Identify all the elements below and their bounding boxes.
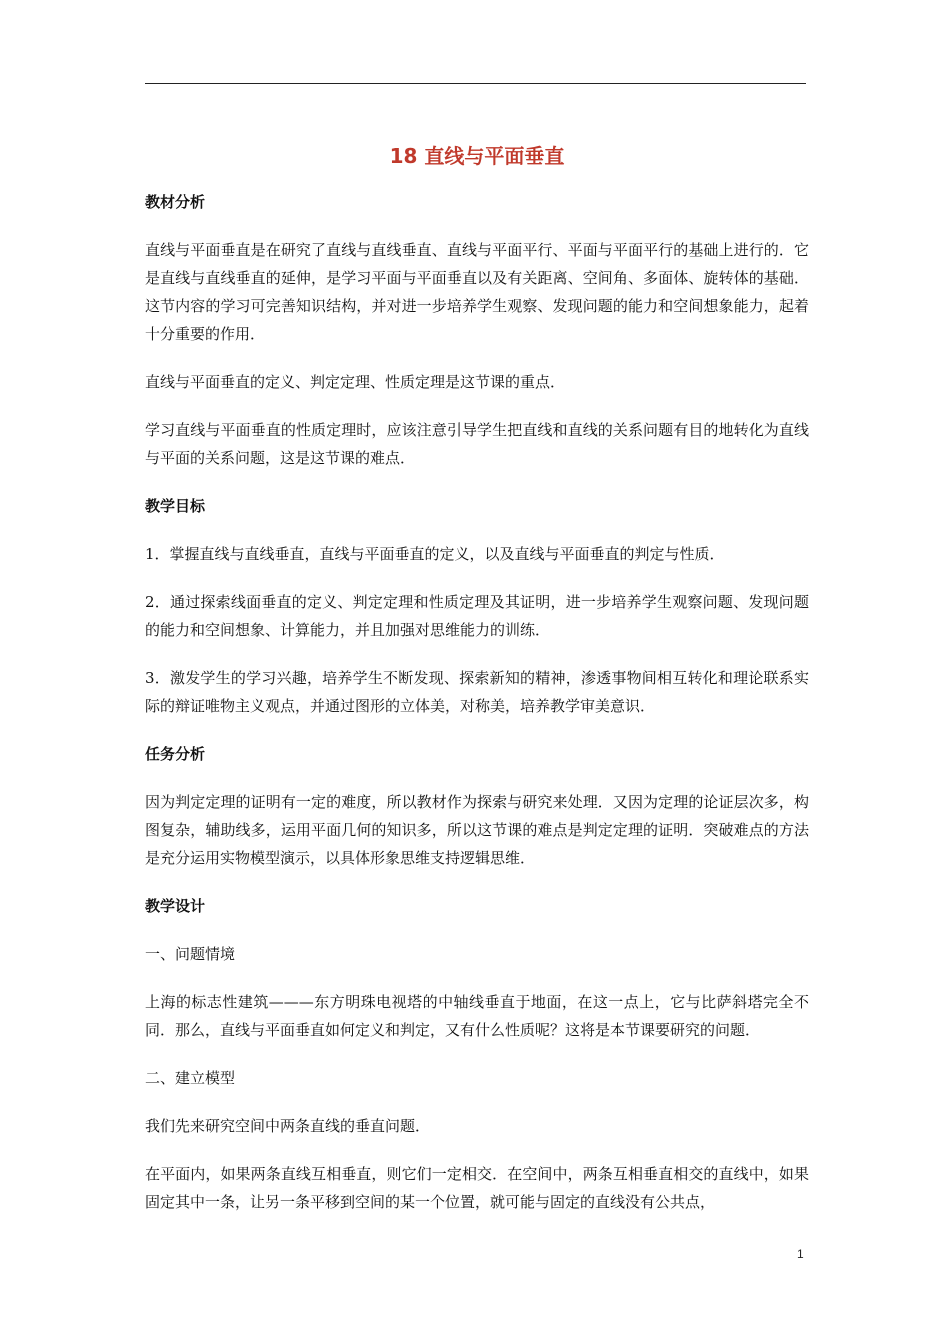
section-heading: 教学目标 [145,497,206,515]
paragraph: 学习直线与平面垂直的性质定理时，应该注意引导学生把直线和直线的关系问题有目的地转化为直线与平面的关系问题，这是这节课的难点． [145,421,809,467]
section-teaching-objectives [145,492,809,720]
paragraph: 上海的标志性建筑———东方明珠电视塔的中轴线垂直于地面，在这一点上，它与比萨斜塔完全不同．那么，直线与平面垂直如何定义和判定，又有什么性质呢？这将是本节课要研究的问题． [145,993,809,1039]
paragraph: 直线与平面垂直的定义、判定定理、性质定理是这节课的重点． [145,373,566,391]
paragraph: 在平面内，如果两条直线互相垂直，则它们一定相交．在空间中，两条互相垂直相交的直线中，如果固定其中一条，让另一条平移到空间的某一个位置，就可能与固定的直线没有公共点， [145,1165,809,1211]
section-heading: 教材分析 [145,193,206,211]
document-title: 18 直线与平面垂直 [389,144,565,168]
section-textbook-analysis [145,188,809,472]
objective-item: 1．掌握直线与直线垂直，直线与平面垂直的定义，以及直线与平面垂直的判定与性质． [145,545,725,563]
subheading: 二、建立模型 [145,1069,236,1087]
paragraph: 直线与平面垂直是在研究了直线与直线垂直、直线与平面平行、平面与平面平行的基础上进行的．它是直线与直线垂直的延伸，是学习平面与平面垂直以及有关距离、空间角、多面体、旋转体的基础．这节内容的学习可完善知识结构，并对进一步培养学生观察、发现问题的能力和空间想象能力，起着十分重要的作用． [145,241,809,343]
section-heading: 教学设计 [145,897,206,915]
header-rule [145,83,806,84]
section-teaching-design [145,892,809,1216]
paragraph: 因为判定定理的证明有一定的难度，所以教材作为探索与研究来处理．又因为定理的论证层次多，构图复杂，辅助线多，运用平面几何的知识多，所以这节课的难点是判定定理的证明．突破难点的方法是充分运用实物模型演示，以具体形象思维支持逻辑思维． [145,793,809,867]
section-task-analysis [145,740,809,872]
document-body [145,136,809,1236]
objective-item: 3．激发学生的学习兴趣，培养学生不断发现、探索新知的精神，渗透事物间相互转化和理论联系实际的辩证唯物主义观点，并通过图形的立体美，对称美，培养教学审美意识． [145,669,809,715]
subheading: 一、问题情境 [145,945,236,963]
section-heading: 任务分析 [145,745,206,763]
page-number: 1 [797,1247,804,1261]
objective-item: 2．通过探索线面垂直的定义、判定定理和性质定理及其证明，进一步培养学生观察问题、发现问题的能力和空间想象、计算能力，并且加强对思维能力的训练． [145,593,809,639]
paragraph: 我们先来研究空间中两条直线的垂直问题． [145,1117,431,1135]
